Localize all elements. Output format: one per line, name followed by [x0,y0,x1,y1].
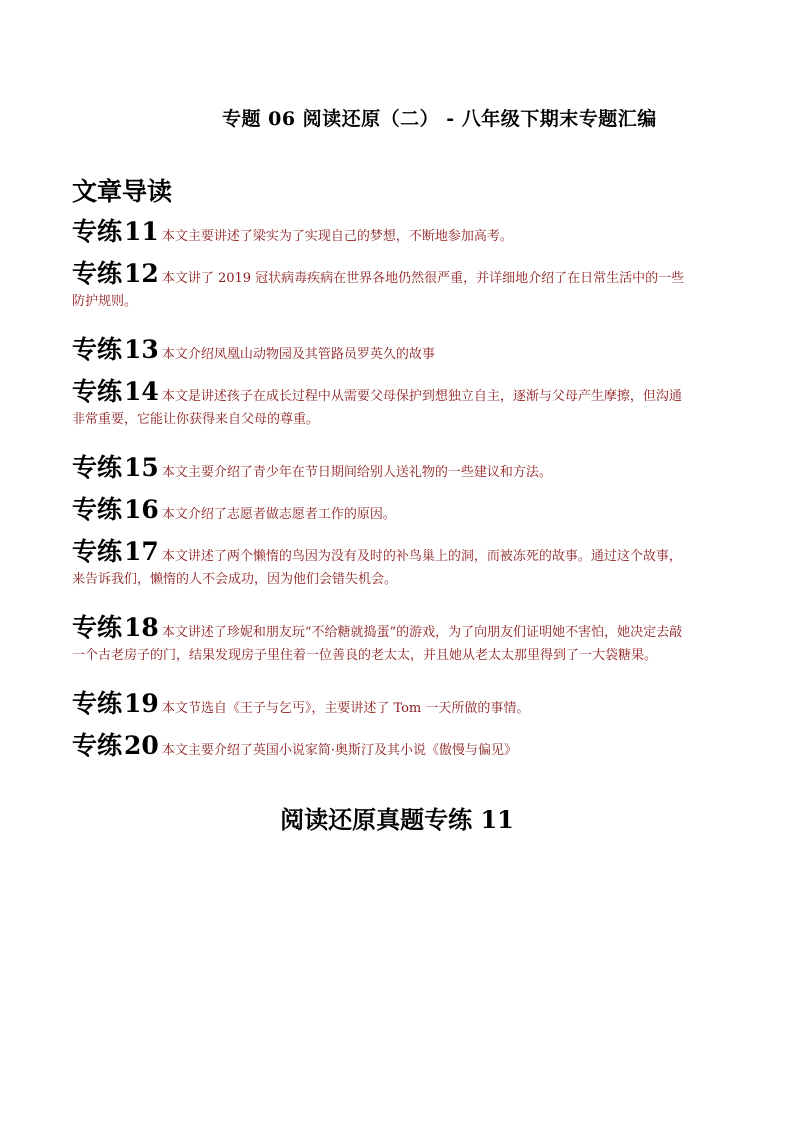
entry-18 [72,608,734,680]
entry-number: 17 [124,537,159,566]
entry-list [72,212,734,768]
entry-label: 专练 [72,377,123,406]
entry-number: 12 [124,259,159,288]
entry-12 [72,254,734,326]
entry-description: 本文主要讲述了梁实为了实现自己的梦想，不断地参加高考。 [161,229,513,244]
entry-label: 专练 [72,731,123,760]
entry-number: 18 [124,613,159,642]
entry-label: 专练 [72,537,123,566]
entry-19 [72,684,734,722]
entry-label: 专练 [72,453,123,482]
entry-description-continued: 防护规则。 [72,294,138,309]
entry-description: 本文节选自《王子与乞丐》，主要讲述了 Tom 一天所做的事情。 [161,701,530,716]
entry-number: 11 [124,217,159,246]
entry-description: 本文介绍了志愿者做志愿者工作的原因。 [161,507,396,522]
entry-description-continued: 非常重要，它能让你获得来自父母的尊重。 [72,412,320,427]
entry-label: 专练 [72,689,123,718]
entry-13 [72,330,734,368]
entry-number: 15 [124,453,159,482]
entry-tag [72,726,159,762]
entry-number: 16 [124,495,159,524]
entry-number: 13 [124,335,159,364]
entry-tag [72,212,159,248]
entry-label: 专练 [72,217,123,246]
entry-17 [72,532,734,604]
entry-tag [72,684,159,720]
entry-label: 专练 [72,259,123,288]
entry-label: 专练 [72,613,123,642]
entry-tag [72,372,159,408]
entry-11 [72,212,734,250]
entry-description: 本文讲述了珍妮和朋友玩“不给糖就捣蛋”的游戏，为了向朋友们证明她不害怕，她决定去敲 [161,625,683,640]
section-heading: 文章导读 [72,177,173,206]
entry-20 [72,726,734,764]
entry-15 [72,448,734,486]
entry-description: 本文讲述了两个懒惰的鸟因为没有及时的补鸟巢上的洞，而被冻死的故事。通过这个故事， [161,549,682,564]
entry-number: 19 [124,689,159,718]
entry-description-continued: 一个古老房子的门，结果发现房子里住着一位善良的老太太，并且她从老太太那里得到了一大袋糖果。 [72,648,658,663]
entry-tag [72,532,159,568]
entry-tag [72,490,159,526]
entry-description: 本文主要介绍了青少年在节日期间给别人送礼物的一些建议和方法。 [161,465,552,480]
entry-label: 专练 [72,495,123,524]
entry-tag [72,608,159,644]
entry-tag [72,254,159,290]
exercise-title: 阅读还原真题专练 11 [280,805,514,834]
entry-label: 专练 [72,335,123,364]
entry-description-continued: 来告诉我们，懒惰的人不会成功，因为他们会错失机会。 [72,572,398,587]
entry-tag [72,448,159,484]
entry-description: 本文是讲述孩子在成长过程中从需要父母保护到想独立自主，逐渐与父母产生摩擦，但沟通 [161,389,682,404]
page-title: 专题 06 阅读还原（二） - 八年级下期末专题汇编 [222,108,657,130]
entry-14 [72,372,734,444]
entry-description: 本文讲了 2019 冠状病毒疾病在世界各地仍然很严重，并详细地介绍了在日常生活中的一些 [161,271,685,286]
entry-tag [72,330,159,366]
entry-16 [72,490,734,528]
entry-number: 20 [124,731,159,760]
entry-number: 14 [124,377,159,406]
entry-description: 本文介绍凤凰山动物园及其管路员罗英久的故事 [161,347,435,362]
entry-description: 本文主要介绍了英国小说家简·奥斯汀及其小说《傲慢与偏见》 [161,743,517,758]
